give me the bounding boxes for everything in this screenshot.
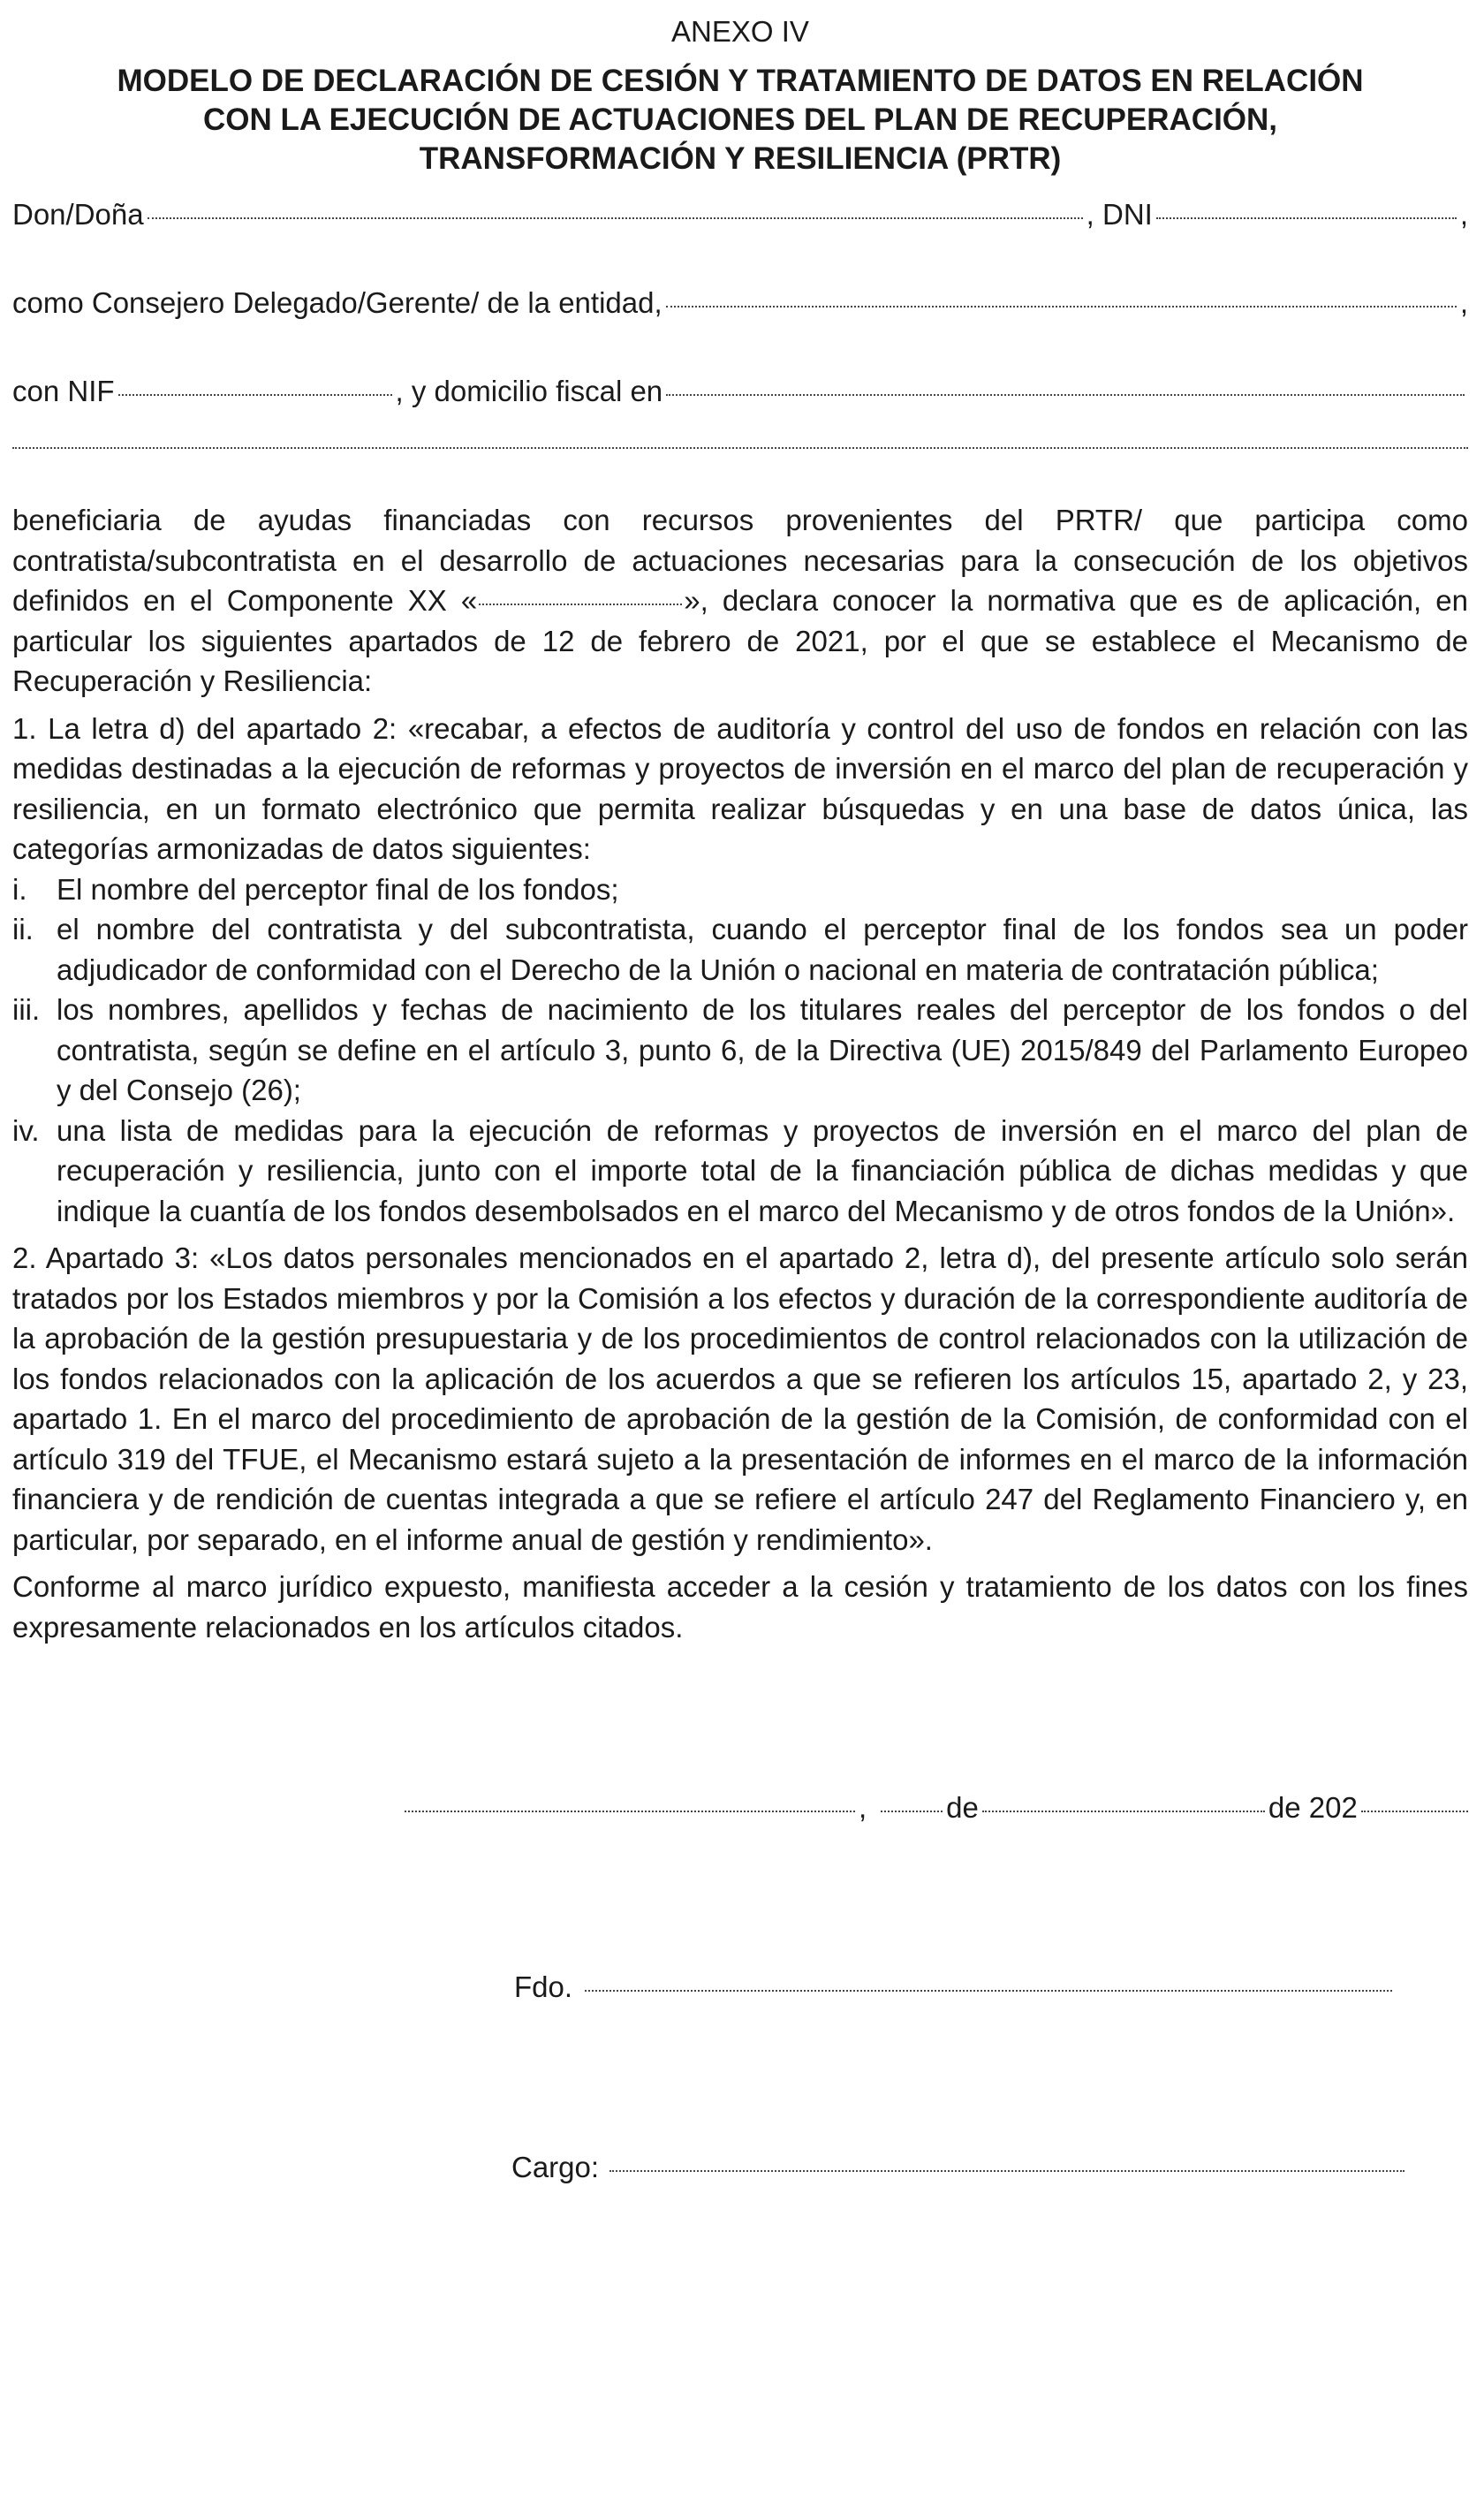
intro-text-2: », declara conocer la normativa que es de aplicación, en particular los siguientes apartados de 12 de febrero de 2021, por el que se establece el Mecanismo de Recuperación y Resiliencia:: [12, 584, 1468, 697]
domicilio-field[interactable]: [666, 394, 1465, 396]
place-field[interactable]: [405, 1811, 855, 1812]
title-line-2: CON LA EJECUCIÓN DE ACTUACIONES DEL PLAN DE RECUPERACIÓN,: [202, 102, 1278, 137]
day-field[interactable]: [881, 1811, 943, 1812]
conclusion-paragraph: Conforme al marco jurídico expuesto, manifiesta acceder a la cesión y tratamiento de los datos con los fines expresamente relacionados en los artículos citados.: [12, 1570, 1468, 1644]
intro-text-1: beneficiaria de ayudas financiadas con recursos provenientes del PRTR/ que participa como contratista/subcontratista en el desarrollo de actuaciones necesarias para la consecución de los objetivos definidos en el Componente XX «: [12, 504, 1468, 617]
year-field[interactable]: [1361, 1811, 1468, 1812]
list-item: [12, 909, 1468, 990]
list-item: [12, 1111, 1468, 1232]
dni-field[interactable]: [1156, 217, 1457, 219]
list-text: los nombres, apellidos y fechas de nacimiento de los titulares reales del perceptor de los fondos o del contratista, según se define en el artículo 3, punto 6, de la Directiva (UE) 2015/849 del Parlamento Europeo y del Consejo (26);: [57, 993, 1468, 1106]
don-line: [12, 196, 1468, 233]
consejero-line: [12, 285, 1468, 322]
fdo-label: Fdo.: [514, 1970, 573, 2003]
list-text: una lista de medidas para la ejecución de reformas y proyectos de inversión en el marco del plan de recuperación y resiliencia, junto con el importe total de la financiación pública de dichas medidas y que indique la cuantía de los fondos desembolsados en el marco del Mecanismo y de otros fondos de la Unión».: [57, 1113, 1468, 1227]
list-item: [12, 869, 1468, 910]
consejero-label: como Consejero Delegado/Gerente/ de la entidad,: [12, 286, 662, 319]
intro-paragraph: [12, 500, 1468, 702]
list-number: ii.: [12, 913, 34, 945]
list-text: el nombre del contratista y del subcontratista, cuando el perceptor final de los fondos sea un poder adjudicador de conformidad con el Derecho de la Unión o nacional en materia de contratación pública;: [57, 913, 1468, 986]
domicilio-field-2[interactable]: [12, 447, 1468, 449]
component-field[interactable]: [479, 604, 682, 605]
signature-field[interactable]: [585, 1990, 1392, 1992]
don-label: Don/Doña: [12, 198, 144, 231]
title-line-3: TRANSFORMACIÓN Y RESILIENCIA (PRTR): [419, 141, 1062, 176]
name-field[interactable]: [148, 217, 1083, 219]
nif-line: [12, 373, 1468, 410]
date-comma: ,: [859, 1791, 867, 1824]
date-line: [401, 1789, 1468, 1826]
cargo-line: [511, 2149, 1408, 2186]
cargo-label: Cargo:: [511, 2151, 600, 2183]
annex-heading: ANEXO IV: [671, 15, 809, 48]
nif-field[interactable]: [118, 394, 392, 396]
month-field[interactable]: [982, 1811, 1265, 1812]
list-number: i.: [12, 872, 27, 906]
document-body: [12, 500, 1468, 1647]
point-1-paragraph: 1. La letra d) del apartado 2: «recabar, a efectos de auditoría y control del uso de fondos en relación con las medidas destinadas a la ejecución de reformas y proyectos de inversión en el marco del plan de recuperación y resiliencia, en un formato electrónico que permita realizar búsquedas y en una base de datos única, las categorías armonizadas de datos siguientes:: [12, 711, 1468, 865]
dni-label: , DNI: [1086, 198, 1153, 231]
cargo-field[interactable]: [610, 2170, 1404, 2172]
document-title: [12, 62, 1468, 178]
date-de-2: de 202: [1268, 1791, 1358, 1824]
entity-field[interactable]: [666, 306, 1457, 307]
list-text: El nombre del perceptor final de los fondos;: [57, 872, 619, 906]
domicilio-continuation-line: [12, 452, 1468, 454]
domicilio-label: , y domicilio fiscal en: [395, 375, 663, 407]
entity-comma: ,: [1459, 286, 1468, 319]
nif-label: con NIF: [12, 375, 115, 407]
document-page: [12, 0, 1468, 2513]
signature-line: [514, 1969, 1396, 2006]
point-2-paragraph: 2. Apartado 3: «Los datos personales mencionados en el apartado 2, letra d), del presente artículo solo serán tratados por los Estados miembros y por la Comisión a los efectos y duración de la correspondiente auditoría de la aprobación de la gestión presupuestaria y de los procedimientos de control relacionados con la utilización de los fondos relacionados con la aplicación de los acuerdos a que se refieren los artículos 15, apartado 2, y 23, apartado 1. En el marco del procedimiento de aprobación de la gestión de la Comisión, de conformidad con el artículo 319 del TFUE, el Mecanismo estará sujeto a la presentación de informes en el marco de la información financiera y de rendición de cuentas integrada a que se refiere el artículo 247 del Reglamento Financiero y, en particular, por separado, en el informe anual de gestión y rendimiento».: [12, 1241, 1468, 1556]
list-number: iv.: [12, 1113, 40, 1147]
title-line-1: MODELO DE DECLARACIÓN DE CESIÓN Y TRATAMIENTO DE DATOS EN RELACIÓN: [117, 64, 1364, 98]
dni-comma: ,: [1459, 198, 1468, 231]
date-de-1: de: [946, 1791, 979, 1824]
list-number: iii.: [12, 993, 41, 1026]
list-item: [12, 990, 1468, 1111]
